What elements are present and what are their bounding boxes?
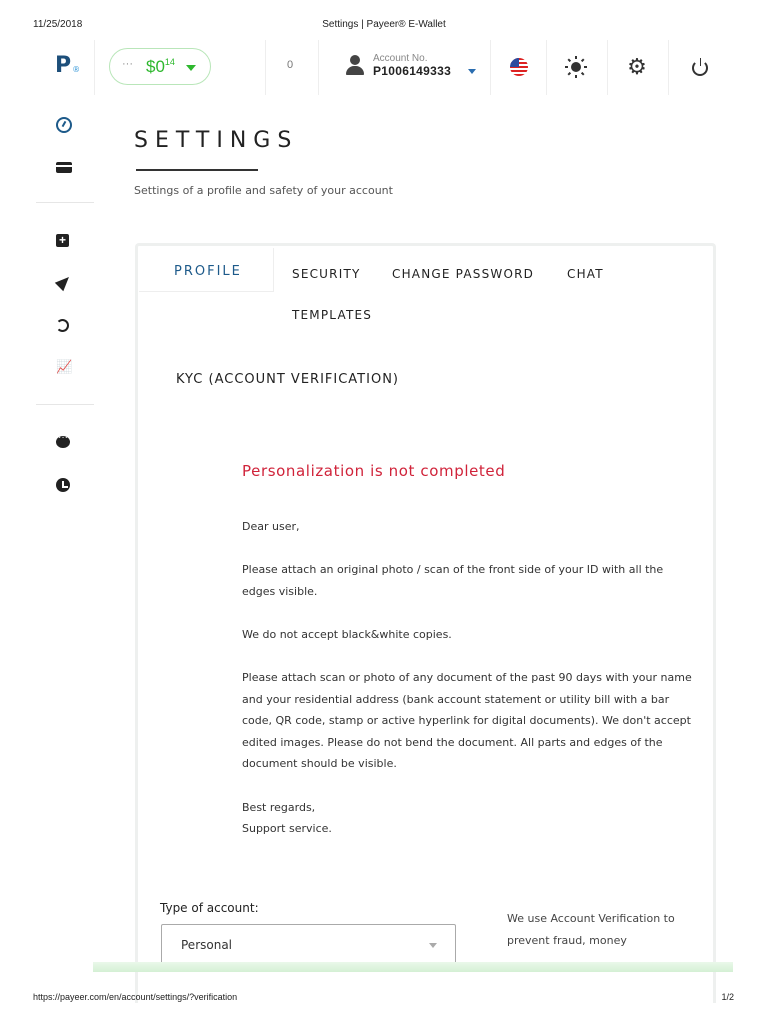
tab-change-password[interactable]: CHANGE PASSWORD bbox=[392, 267, 535, 281]
settings-card bbox=[135, 243, 716, 1003]
footer-shade bbox=[93, 962, 733, 972]
kyc-paragraph-bw: We do not accept black&white copies. bbox=[242, 628, 452, 641]
logo-mark: ® bbox=[72, 65, 81, 74]
balance-main: $0 bbox=[146, 57, 165, 76]
kyc-paragraph-address: Please attach scan or photo of any document of the past 90 days with your name and your residential address (bank account statement or utility bill with a bar code, QR code, stamp or active hyperlink for digital documents). We don't accept edited images. Please do not bend the document. All parts and edges of the document should be visible. bbox=[242, 671, 692, 771]
verification-note: We use Account Verification to prevent fraud, money bbox=[507, 912, 675, 947]
logo-letter: P bbox=[55, 53, 72, 78]
page-subtitle: Settings of a profile and safety of your account bbox=[134, 184, 393, 197]
divider bbox=[94, 40, 95, 95]
divider bbox=[318, 40, 319, 95]
print-url: https://payeer.com/en/account/settings/?verification bbox=[33, 992, 238, 1002]
dashboard-icon[interactable] bbox=[56, 117, 72, 133]
top-header bbox=[33, 40, 735, 95]
tab-templates[interactable]: TEMPLATES bbox=[292, 308, 373, 322]
page-title: SETTINGS bbox=[134, 128, 299, 153]
kyc-regards: Best regards, bbox=[242, 801, 316, 814]
tab-security[interactable]: SECURITY bbox=[292, 267, 361, 281]
balance-cents: 14 bbox=[164, 57, 175, 67]
chevron-down-icon bbox=[186, 65, 196, 71]
send-icon[interactable] bbox=[58, 275, 74, 291]
title-underline bbox=[136, 169, 258, 171]
personalization-warning: Personalization is not completed bbox=[242, 462, 506, 480]
kyc-signature: Support service. bbox=[242, 822, 332, 835]
divider bbox=[668, 40, 669, 95]
us-flag-icon[interactable] bbox=[510, 58, 528, 76]
notifications-count[interactable]: 0 bbox=[287, 59, 294, 71]
account-type-value: Personal bbox=[181, 938, 233, 952]
kyc-title: KYC (ACCOUNT VERIFICATION) bbox=[176, 372, 399, 387]
user-icon bbox=[345, 55, 365, 77]
chart-icon[interactable]: 📈 bbox=[56, 359, 73, 374]
sidebar bbox=[36, 105, 94, 505]
kyc-paragraph-id: Please attach an original photo / scan of the front side of your ID with all the edges visible. bbox=[242, 563, 664, 598]
divider bbox=[546, 40, 547, 95]
account-type-select[interactable] bbox=[161, 924, 456, 964]
card-icon[interactable] bbox=[56, 162, 72, 173]
chevron-down-icon bbox=[468, 69, 476, 74]
chevron-down-icon bbox=[429, 943, 437, 948]
account-label: Account No. bbox=[373, 53, 428, 64]
gear-icon[interactable]: ⚙ bbox=[627, 54, 647, 79]
kyc-greeting: Dear user, bbox=[242, 520, 300, 533]
tab-profile[interactable]: PROFILE bbox=[174, 264, 242, 279]
account-dropdown[interactable] bbox=[345, 52, 475, 84]
account-number: P1006149333 bbox=[373, 64, 452, 78]
tab-chat[interactable]: CHAT bbox=[567, 267, 604, 281]
add-funds-icon[interactable]: + bbox=[56, 234, 69, 247]
history-icon[interactable] bbox=[56, 478, 70, 492]
print-date: 11/25/2018 bbox=[33, 19, 83, 30]
chat-icon[interactable] bbox=[56, 436, 70, 448]
account-type-label: Type of account: bbox=[160, 901, 259, 915]
balance-amount bbox=[146, 57, 175, 77]
theme-toggle-icon[interactable] bbox=[563, 54, 589, 80]
sidebar-divider bbox=[36, 202, 94, 203]
divider bbox=[490, 40, 491, 95]
more-dots-icon: ··· bbox=[122, 58, 133, 70]
balance-button[interactable] bbox=[109, 48, 211, 85]
divider bbox=[607, 40, 608, 95]
power-icon[interactable] bbox=[687, 54, 713, 80]
print-page-number: 1/2 bbox=[721, 992, 734, 1002]
payeer-logo[interactable] bbox=[55, 53, 80, 78]
sidebar-divider bbox=[36, 404, 94, 405]
print-title: Settings | Payeer® E-Wallet bbox=[322, 19, 446, 30]
divider bbox=[265, 40, 266, 95]
exchange-icon[interactable] bbox=[56, 319, 69, 332]
